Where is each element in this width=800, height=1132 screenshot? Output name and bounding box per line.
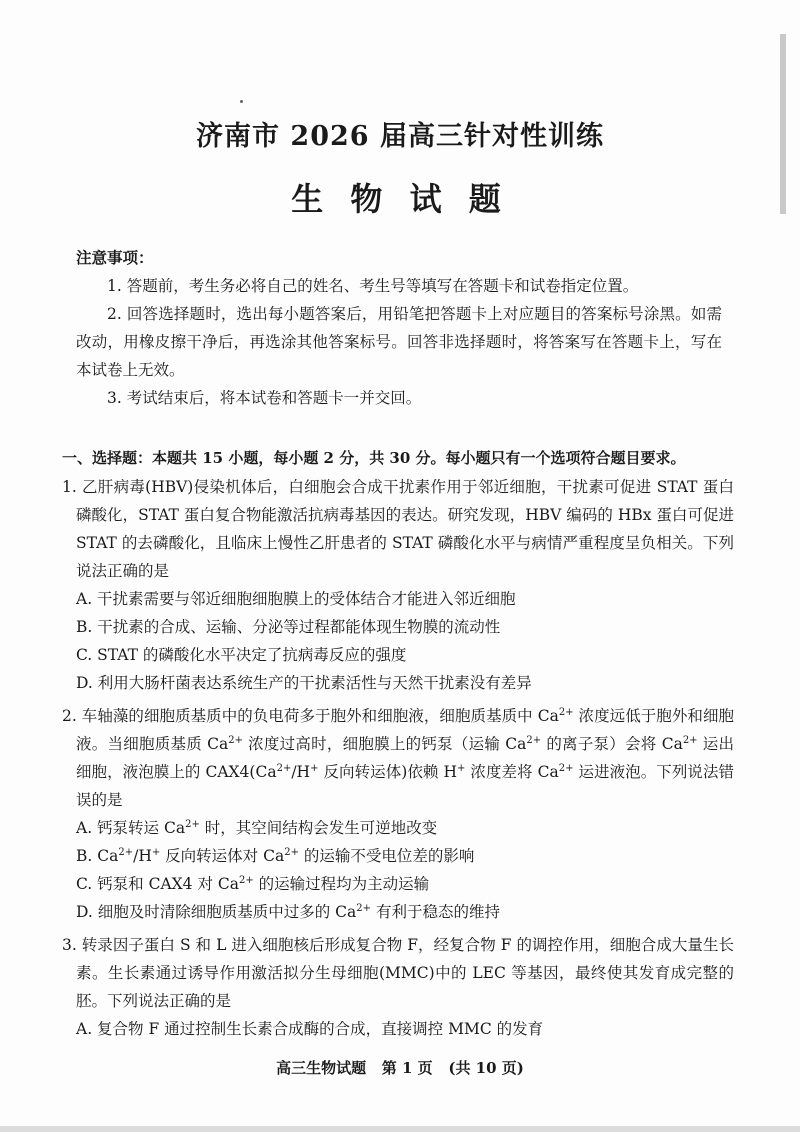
question-1-option-b: B. 干扰素的合成、运输、分泌等过程都能体现生物膜的流动性 [76,618,501,636]
section-heading: 一、选择题：本题共 15 小题，每小题 2 分，共 30 分。每小题只有一个选项符合题目要求。 [62,449,686,467]
question-3-option-a: A. 复合物 F 通过控制生长素合成酶的合成，直接调控 MMC 的发育 [76,1020,544,1038]
scan-bottom-edge [0,1126,800,1132]
footer-page-number: 第 1 页 [381,1059,433,1077]
footer-total-pages: (共 10 页) [448,1059,524,1077]
question-1-option-a: A. 干扰素需要与邻近细胞细胞膜上的受体结合才能进入邻近细胞 [76,590,516,608]
section-one [62,444,734,472]
question-3 [62,931,734,1043]
notice-item-2: 2. 回答选择题时，选出每小题答案后，用铅笔把答题卡上对应题目的答案标号涂黑。如需改动，用橡皮擦干净后，再选涂其他答案标号。回答非选择题时，将答案写在答题卡上，写在本试卷上无效。 [76,305,722,379]
footer-label: 高三生物试题 [276,1059,367,1077]
exam-title: 济南市 2026 届高三针对性训练 [196,121,604,152]
question-2-option-a: A. 钙泵转运 $Ca^{2+}$ 时，其空间结构会发生可逆地改变 [76,818,438,837]
question-1-option-d: D. 利用大肠杆菌表达系统生产的干扰素活性与天然干扰素没有差异 [76,674,532,692]
question-2-option-d: D. 细胞及时清除细胞质基质中过多的 $Ca^{2+}$ 有利于稳态的维持 [76,902,500,921]
question-2-option-b: B. $Ca^{2+}/H^+$ 反向转运体对 $Ca^{2+}$ 的运输不受电位差的影响 [76,846,475,865]
exam-subject: 生 物 试 题 [291,180,509,218]
notice-item-1: 1. 答题前，考生务必将自己的姓名、考生号等填写在答题卡和试卷指定位置。 [107,277,639,295]
question-2-option-c: C. 钙泵和 CAX4 对 $Ca^{2+}$ 的运输过程均为主动运输 [76,874,430,893]
question-2-stem: 2. 车轴藻的细胞质基质中的负电荷多于胞外和细胞液，细胞质基质中 $Ca^{2+}$ 浓度远低于胞外和细胞液。当细胞质基质 $Ca^{2+}$ 浓度过高时，细胞膜上的钙泵（运输 $Ca^{2+}$ 的离子泵）会将 $Ca^{2+}$ 运出细胞，液泡膜上的 $CAX4(Ca^{2+}/H^+$ 反向转运体)依赖 H+ 浓度差将 $Ca^{2+}$ 运进液泡。下列说法错误的是 [62,706,734,809]
notice-item-3: 3. 考试结束后，将本试卷和答题卡一并交回。 [107,389,422,407]
page-footer [0,1057,800,1078]
question-1-option-c: C. STAT 的磷酸化水平决定了抗病毒反应的强度 [76,646,407,664]
notice-section [76,244,722,412]
question-3-stem: 3. 转录因子蛋白 S 和 L 进入细胞核后形成复合物 F，经复合物 F 的调控作用，细胞合成大量生长素。生长素通过诱导作用激活拟分生母细胞(MMC)中的 LEC 等基因，最终使其发育成完整的胚。下列说法正确的是 [62,936,734,1010]
scan-speck [240,100,243,103]
question-1 [62,473,734,697]
question-2 [62,702,734,926]
notice-heading: 注意事项： [76,248,154,267]
question-1-stem: 1. 乙肝病毒(HBV)侵染机体后，白细胞会合成干扰素作用于邻近细胞，干扰素可促进 STAT 蛋白磷酸化，STAT 蛋白复合物能激活抗病毒基因的表达。研究发现，HBV 编码的 HBx 蛋白可促进 STAT 的去磷酸化，且临床上慢性乙肝患者的 STAT 磷酸化水平与病情严重程度呈负相关。下列说法正确的是 [62,478,734,580]
